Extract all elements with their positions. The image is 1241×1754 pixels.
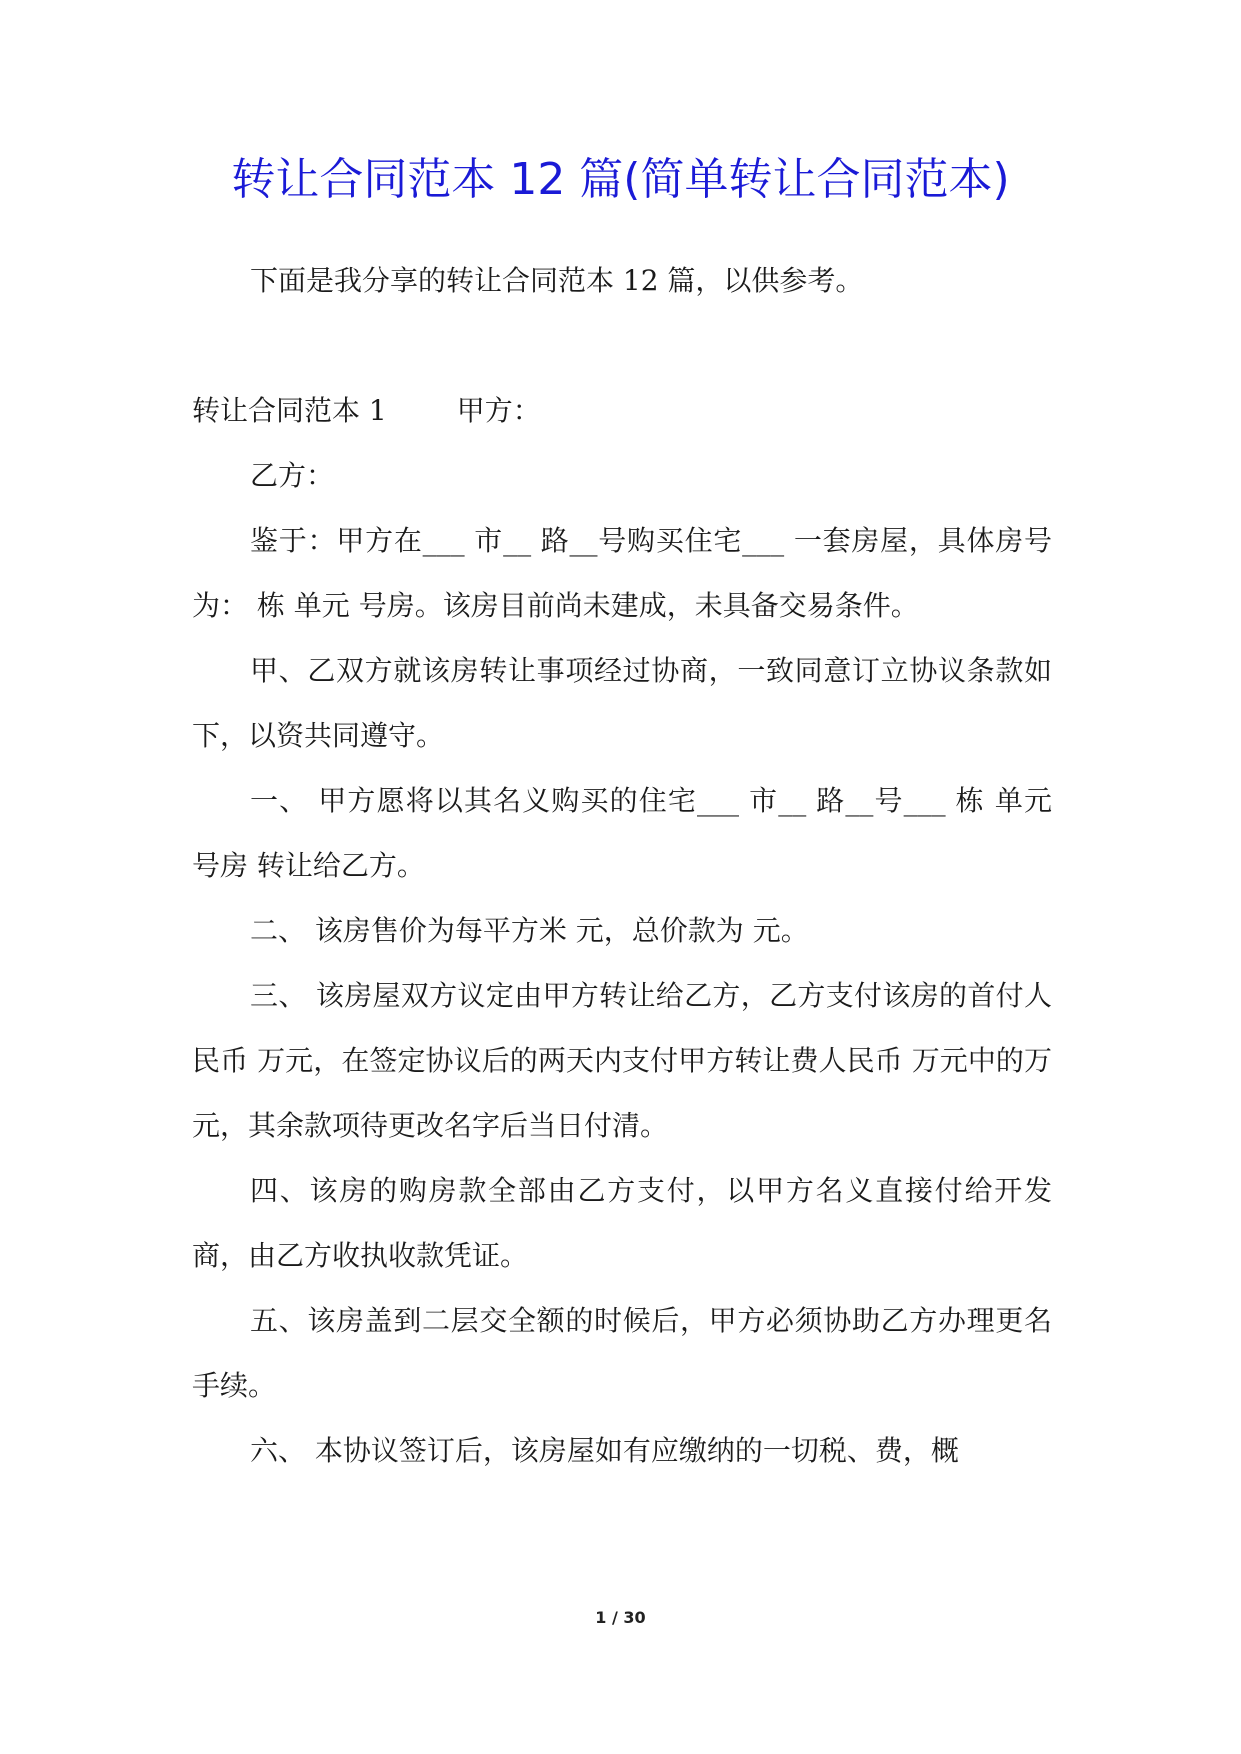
paragraph: 二、 该房售价为每平方米 元，总价款为 元。 <box>250 914 809 947</box>
paragraph: 甲、乙双方就该房转让事项经过协商，一致同意订立协议条款如下，以资共同遵守。 <box>192 654 1052 752</box>
paragraph: 一、 甲方愿将以其名义购买的住宅___ 市__ 路__号___ 栋 单元 号房 转让给乙方。 <box>192 784 1052 882</box>
section-heading-row <box>192 378 1052 443</box>
section-heading: 转让合同范本 1 <box>192 394 387 427</box>
page-number: 1 / 30 <box>595 1608 646 1627</box>
party-a-label: 甲方： <box>456 394 541 427</box>
intro-paragraph: 下面是我分享的转让合同范本 12 篇，以供参考。 <box>250 264 864 297</box>
paragraph: 四、该房的购房款全部由乙方支付，以甲方名义直接付给开发商，由乙方收执收款凭证。 <box>192 1174 1052 1272</box>
paragraph: 三、 该房屋双方议定由甲方转让给乙方，乙方支付该房的首付人民币 万元，在签定协议后的两天内支付甲方转让费人民币 万元中的万元，其余款项待更改名字后当日付清。 <box>192 979 1052 1142</box>
document-body <box>192 248 1052 1483</box>
paragraph: 五、该房盖到二层交全额的时候后，甲方必须协助乙方办理更名手续。 <box>192 1304 1052 1402</box>
paragraph: 六、 本协议签订后，该房屋如有应缴纳的一切税、费，概 <box>250 1434 959 1467</box>
document-title: 转让合同范本 12 篇(简单转让合同范本) <box>231 154 1010 205</box>
paragraph: 鉴于：甲方在___ 市__ 路__号购买住宅___ 一套房屋，具体房号为： 栋 单元 号房。该房目前尚未建成，未具备交易条件。 <box>192 524 1052 622</box>
party-b-label: 乙方： <box>250 459 335 492</box>
